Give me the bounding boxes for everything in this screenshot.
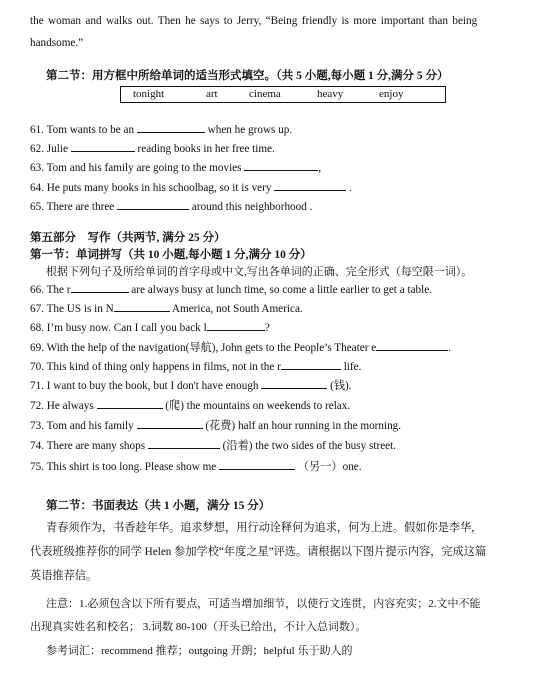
- question-text: reading books in her free time.: [137, 143, 275, 155]
- answer-blank[interactable]: [261, 378, 327, 389]
- word-option: heavy: [317, 88, 344, 100]
- word-option: cinema: [249, 88, 281, 100]
- question-66: [30, 282, 432, 297]
- question-text: 64. He puts many books in his schoolbag, so it is very: [30, 182, 272, 194]
- answer-blank[interactable]: [219, 459, 295, 470]
- answer-blank[interactable]: [97, 398, 163, 409]
- answer-blank[interactable]: [71, 282, 129, 293]
- note-line-2: 出现真实姓名和校名； 3.词数 80-100（开头已给出，不计入总词数）。: [30, 621, 367, 633]
- question-text: 66. The r: [30, 284, 71, 296]
- intro-line-2: handsome.”: [30, 37, 84, 49]
- answer-blank[interactable]: [281, 359, 341, 370]
- question-text: 63. Tom and his family are going to the movies: [30, 162, 242, 174]
- note-line-1: 注意：1.必须包含以下所有要点，可适当增加细节，以使行文连贯，内容充实；2.文中不能: [46, 598, 481, 610]
- intro-line-1: the woman and walks out. Then he says to Jerry, “Being friendly is more important than being: [30, 15, 478, 27]
- question-text: America, not South America.: [171, 303, 303, 315]
- question-text: 68. I’m busy now. Can I call you back l: [30, 322, 207, 334]
- word-option: enjoy: [379, 88, 404, 100]
- question-text: ?: [264, 322, 270, 334]
- section2-title: 第二节：用方框中所给单词的适当形式填空。（共 5 小题,每小题 1 分,满分 5 分）: [46, 70, 449, 82]
- part5-sub2-title: 第二节：书面表达（共 1 小题，满分 15 分）: [46, 500, 271, 512]
- answer-blank[interactable]: [148, 438, 220, 449]
- reference-vocabulary: 参考词汇：recommend 推荐；outgoing 开朗；helpful 乐于助人的: [46, 645, 353, 657]
- question-71: [30, 378, 352, 393]
- question-73: [30, 418, 401, 433]
- question-text: 62. Julie: [30, 143, 68, 155]
- answer-blank[interactable]: [244, 160, 318, 171]
- question-text: 70. This kind of thing only happens in films, not in the r: [30, 361, 281, 373]
- question-text: 65. There are three: [30, 201, 115, 213]
- word-option: tonight: [133, 88, 165, 100]
- question-text: 71. I want to buy the book, but I don't have enough: [30, 380, 259, 392]
- question-75: [30, 459, 362, 474]
- question-text: (爬) the mountains on weekends to relax.: [165, 400, 351, 412]
- part5-sub1-title: 第一节：单词拼写（共 10 小题,每小题 1 分,满分 10 分）: [30, 249, 312, 261]
- question-65: [30, 199, 312, 214]
- question-69: [30, 340, 451, 355]
- question-text: 67. The US is in N: [30, 303, 114, 315]
- writing-prompt-line-2: 代表班级推荐你的同学 Helen 参加学校“年度之星”评选。请根据以下图片提示内容，完成这篇: [30, 546, 487, 558]
- answer-blank[interactable]: [207, 320, 265, 331]
- answer-blank[interactable]: [137, 418, 203, 429]
- word-option: art: [206, 88, 218, 100]
- part5-instruction: 根据下列句子及所给单词的首字母或中文,写出各单词的正确、完全形式（每空限一词）。: [46, 266, 473, 278]
- question-text: (花费) half an hour running in the morning.: [205, 420, 402, 432]
- word-box: [120, 86, 446, 103]
- question-63: [30, 160, 321, 175]
- answer-blank[interactable]: [71, 141, 135, 152]
- question-68: [30, 320, 270, 335]
- answer-blank[interactable]: [274, 180, 346, 191]
- question-74: [30, 438, 396, 453]
- question-text: .: [448, 342, 451, 354]
- question-text: (沿着) the two sides of the busy street.: [222, 440, 397, 452]
- answer-blank[interactable]: [137, 122, 205, 133]
- question-67: [30, 301, 303, 316]
- question-text: are always busy at lunch time, so come a little earlier to get a table.: [131, 284, 433, 296]
- question-70: [30, 359, 361, 374]
- writing-prompt-line-1: 青春须作为，书香趁年华。追求梦想，用行动诠释何为追求，何为上进。假如你是李华，: [46, 522, 483, 534]
- question-64: [30, 180, 352, 195]
- question-text: （另一）one.: [297, 461, 362, 473]
- answer-blank[interactable]: [117, 199, 189, 210]
- question-62: [30, 141, 275, 156]
- question-61: [30, 122, 292, 137]
- question-text: 74. There are many shops: [30, 440, 146, 452]
- question-72: [30, 398, 350, 413]
- question-text: ,: [318, 162, 322, 174]
- question-text: life.: [343, 361, 362, 373]
- question-text: when he grows up.: [207, 124, 293, 136]
- question-text: 73. Tom and his family: [30, 420, 134, 432]
- question-text: (钱).: [330, 380, 352, 392]
- question-text: around this neighborhood .: [191, 201, 313, 213]
- question-text: 75. This shirt is too long. Please show me: [30, 461, 217, 473]
- part5-title: 第五部分 写作（共两节, 满分 25 分）: [30, 232, 226, 244]
- question-text: 72. He always: [30, 400, 94, 412]
- question-text: 61. Tom wants to be an: [30, 124, 135, 136]
- answer-blank[interactable]: [376, 340, 448, 351]
- question-text: 69. With the help of the navigation(导航), John gets to the People’s Theater e: [30, 342, 377, 354]
- answer-blank[interactable]: [114, 301, 170, 312]
- writing-prompt-line-3: 英语推荐信。: [30, 570, 98, 582]
- question-text: .: [349, 182, 352, 194]
